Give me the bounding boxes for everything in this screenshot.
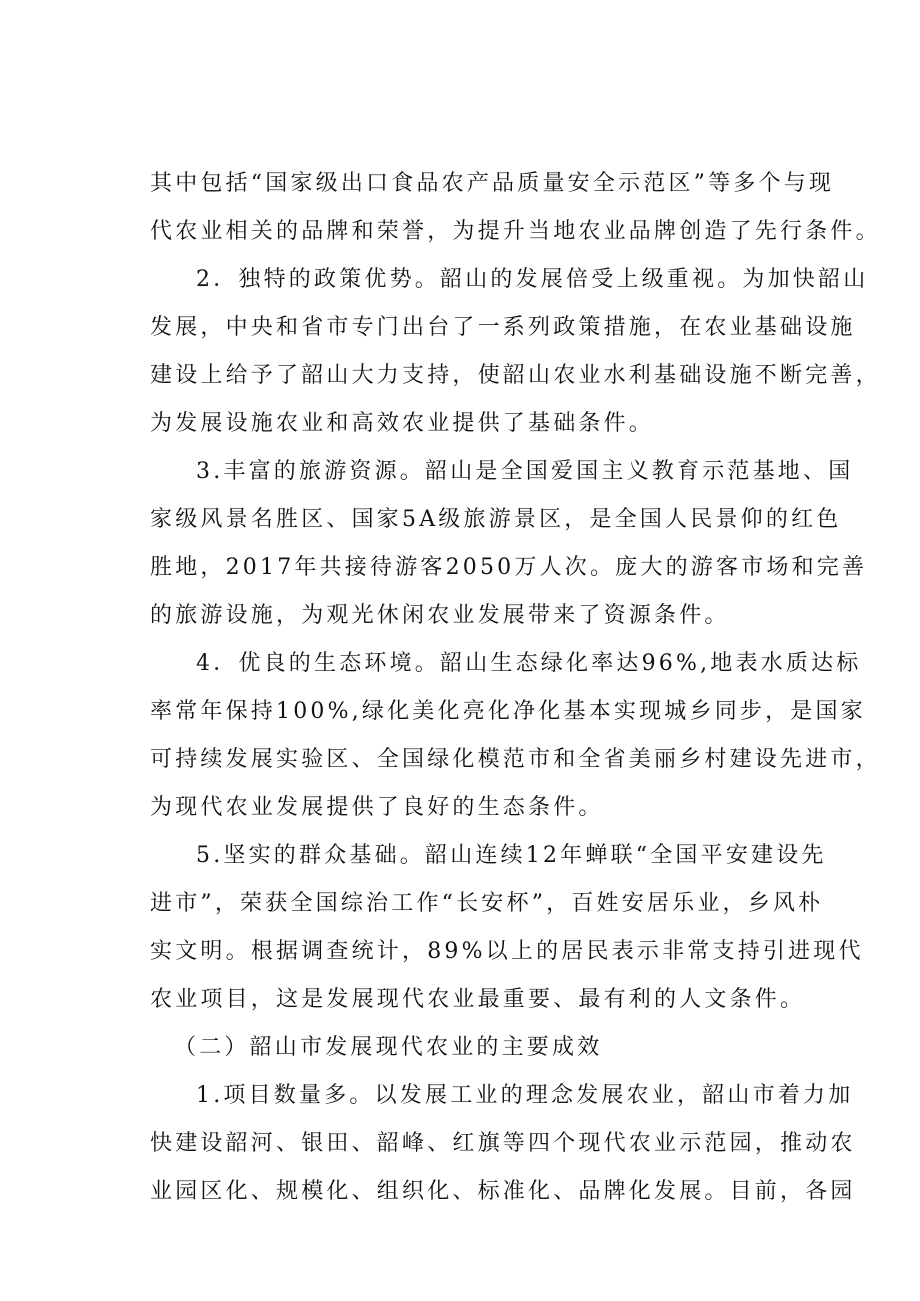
section-heading: （二）韶山市发展现代农业的主要成效 [174,1035,603,1060]
text-line: 家级风景名胜区、国家5A级旅游景区，是全国人民景仰的红色 [150,507,842,532]
text-line: 为现代农业发展提供了良好的生态条件。 [150,795,604,820]
text-line: 的旅游设施，为观光休闲农业发展带来了资源条件。 [150,603,730,628]
text-line: 农业项目，这是发展现代农业最重要、最有利的人文条件。 [150,987,806,1012]
paragraph-start-line: 2．独特的政策优势。韶山的发展倍受上级重视。为加快韶山 [196,267,869,292]
text-line: 快建设韶河、银田、韶峰、红旗等四个现代农业示范园，推动农 [150,1131,856,1156]
paragraph-start-line: 1.项目数量多。以发展工业的理念发展农业，韶山市着力加 [196,1083,854,1108]
text-line: 实文明。根据调查统计，89%以上的居民表示非常支持引进现代 [150,939,864,964]
text-line: 业园区化、规模化、组织化、标准化、品牌化发展。目前，各园 [150,1179,856,1204]
text-line: 其中包括“国家级出口食品农产品质量安全示范区”等多个与现 [150,171,835,196]
text-line: 为发展设施农业和高效农业提供了基础条件。 [150,411,655,436]
paragraph-start-line: 3.丰富的旅游资源。韶山是全国爱国主义教育示范基地、国 [196,459,854,484]
text-line: 发展，中央和省市专门出台了一系列政策措施，在农业基础设施 [150,315,856,340]
body-text [150,160,881,1216]
text-line: 代农业相关的品牌和荣誉，为提升当地农业品牌创造了先行条件。 [150,219,881,244]
paragraph-start-line: 5.坚实的群众基础。韶山连续12年蝉联“全国平安建设先 [196,843,827,868]
text-line: 可持续发展实验区、全国绿化模范市和全省美丽乡村建设先进市， [150,747,881,772]
paragraph-start-line: 4．优良的生态环境。韶山生态绿化率达96%,地表水质达标 [196,651,862,676]
text-line: 率常年保持100%,绿化美化亮化净化基本实现城乡同步，是国家 [150,699,866,724]
text-line: 建设上给予了韶山大力支持，使韶山农业水利基础设施不断完善， [150,363,881,388]
text-line: 胜地，2017年共接待游客2050万人次。庞大的游客市场和完善 [150,555,868,580]
text-line: 进市”，荣获全国综治工作“长安杯”，百姓安居乐业，乡风朴 [150,891,824,916]
